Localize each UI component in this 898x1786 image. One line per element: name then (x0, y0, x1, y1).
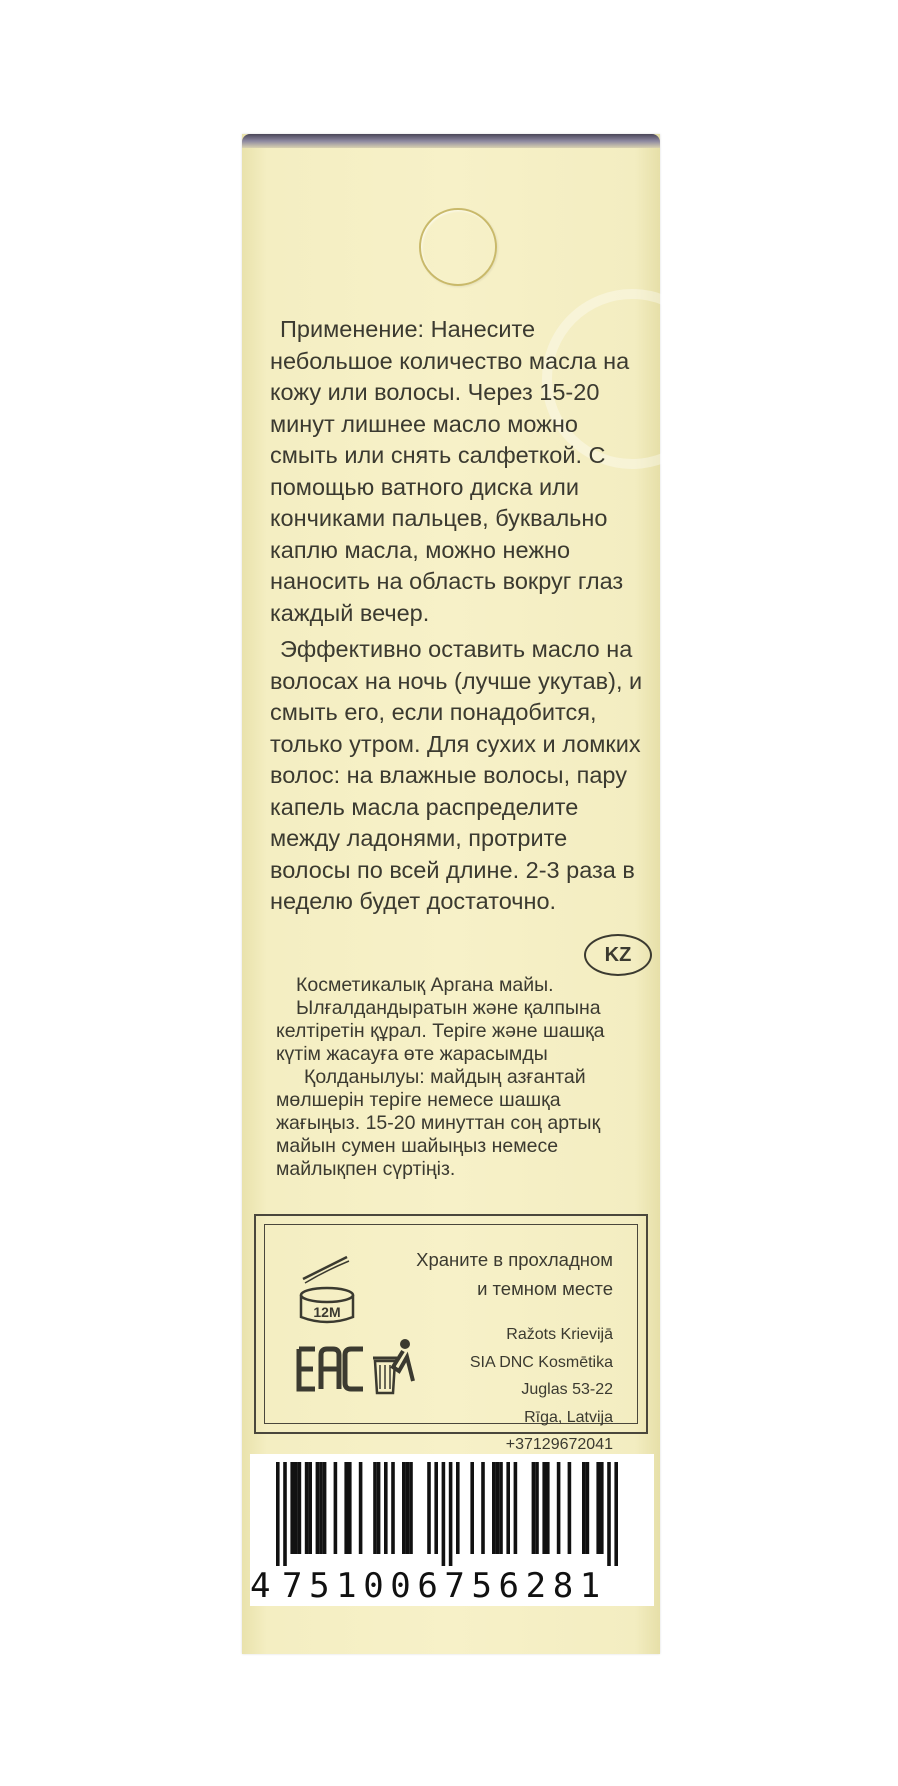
barcode-first-digit: 4 (250, 1566, 273, 1606)
barcode-bar (434, 1462, 438, 1554)
kz-language-badge: KZ (584, 934, 652, 976)
info-frame (254, 1214, 648, 1453)
barcode-bar (290, 1462, 294, 1554)
open-jar-icon (295, 1253, 359, 1329)
recycle-bin-icon (369, 1337, 419, 1397)
barcode-bar (535, 1462, 539, 1554)
barcode-bar (586, 1462, 590, 1554)
barcode-bar (276, 1462, 280, 1566)
manufacturer-info (470, 1321, 613, 1459)
barcode-bar (607, 1462, 611, 1566)
barcode-bar (316, 1462, 320, 1554)
barcode-bar (334, 1462, 338, 1554)
barcode (250, 1454, 654, 1606)
company-name: SIA DNC Kosmētika (469, 1353, 613, 1371)
pao-label: 12M (313, 1304, 341, 1320)
barcode-digits: 751006756281 (282, 1566, 607, 1606)
barcode-bar (499, 1462, 503, 1554)
kazakh-line-1: Косметикалық Аргана майы. (296, 974, 554, 996)
barcode-bar (442, 1462, 446, 1566)
barcode-bar (359, 1462, 363, 1554)
made-in: Ražots Krievijā (506, 1326, 613, 1343)
info-inner-frame (264, 1224, 638, 1453)
barcode-bar (377, 1462, 381, 1554)
usage-paragraph-1: Применение: Нанесите небольшое количество масла на кожу или волосы. Через 15-20 минут лишнее масло можно смыть или снять салфеткой. С помощью ватного диска или кончиками пальцев, буквально каплю масла, можно нежно наносить на область вокруг глаз каждый вечер. (270, 316, 630, 626)
barcode-bar (546, 1462, 550, 1554)
barcode-bar (409, 1462, 413, 1554)
barcode-bar (600, 1462, 604, 1554)
barcode-bar (568, 1462, 572, 1554)
barcode-bar (582, 1462, 586, 1554)
barcode-bar (323, 1462, 327, 1554)
usage-instructions (270, 314, 650, 637)
barcode-bar (506, 1462, 510, 1554)
barcode-bar (542, 1462, 546, 1554)
kazakh-line-2: Ылғалдандыратын және қалпына келтіретін құрал. Теріге және шашқа күтім жасауға өте жарасымды (276, 997, 605, 1065)
kazakh-text (276, 974, 646, 1181)
barcode-bar (298, 1462, 302, 1554)
barcode-bar (470, 1462, 474, 1554)
barcode-bar (402, 1462, 406, 1554)
storage-line-1: Храните в прохладном (416, 1249, 613, 1270)
barcode-bar (373, 1462, 377, 1554)
barcode-bar (492, 1462, 496, 1554)
storage-line-2: и темном месте (477, 1278, 613, 1299)
street-address: Juglas 53-22 (521, 1381, 613, 1398)
barcode-bar (449, 1462, 453, 1566)
phone: +37129672041 (505, 1436, 613, 1453)
barcode-bar (596, 1462, 600, 1554)
barcode-bar (391, 1462, 395, 1554)
barcode-bar (557, 1462, 561, 1554)
barcode-bar (456, 1462, 460, 1554)
barcode-bar (319, 1462, 323, 1554)
barcode-bar (514, 1462, 518, 1554)
barcode-bar (496, 1462, 500, 1554)
hair-instructions (270, 634, 650, 926)
embossed-circle (419, 208, 497, 286)
box-top-edge (242, 134, 660, 148)
barcode-bar (283, 1462, 287, 1566)
barcode-bar (532, 1462, 536, 1554)
barcode-bar (344, 1462, 348, 1554)
barcode-bar (348, 1462, 352, 1554)
storage-instructions (416, 1245, 613, 1303)
barcode-bar (481, 1462, 485, 1554)
kazakh-line-3: Қолданылуы: майдың азғантай мөлшерін теріге немесе шашқа жағыңыз. 15-20 минуттан соң артық майын сумен шайыңыз немесе майлықпен сүртіңіз. (276, 1066, 601, 1180)
barcode-bar (614, 1462, 618, 1566)
barcode-bar (294, 1462, 298, 1554)
barcode-number (250, 1566, 654, 1606)
barcode-bar (305, 1462, 309, 1554)
city: Rīga, Latvija (524, 1408, 613, 1426)
barcode-bar (384, 1462, 388, 1554)
barcode-bars (250, 1454, 654, 1566)
barcode-bar (308, 1462, 312, 1554)
barcode-bar (406, 1462, 410, 1554)
barcode-bar (427, 1462, 431, 1554)
product-box-side (242, 134, 660, 1654)
eac-mark-icon (295, 1345, 367, 1393)
usage-paragraph-2: Эффективно оставить масло на волосах на ночь (лучше укутав), и смыть его, если понадобится, только утром. Для сухих и ломких волос: на влажные волосы, пару капель масла распределите между ладонями, протрите волосы по всей длине. 2-3 раза в неделю будет достаточно. (270, 636, 643, 914)
